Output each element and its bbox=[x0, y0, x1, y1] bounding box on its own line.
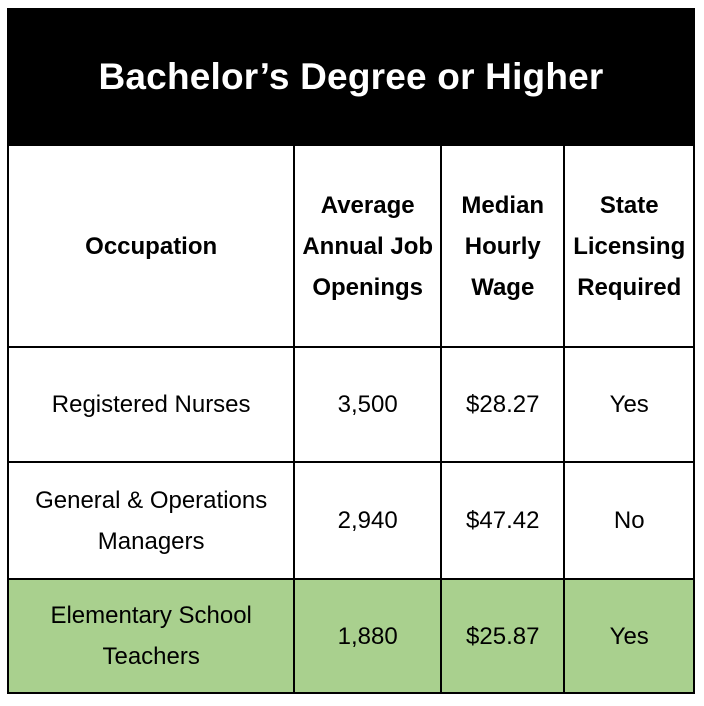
header-state-licensing-required: State Licensing Required bbox=[564, 145, 694, 347]
table-row bbox=[8, 347, 694, 462]
header-occupation: Occupation bbox=[8, 145, 294, 347]
header-median-hourly-wage: Median Hourly Wage bbox=[441, 145, 564, 347]
table-title: Bachelor’s Degree or Higher bbox=[8, 9, 694, 145]
header-average-annual-job-openings: Average Annual Job Openings bbox=[294, 145, 441, 347]
cell-openings: 2,940 bbox=[294, 462, 441, 579]
header-row bbox=[8, 145, 694, 347]
table-row bbox=[8, 462, 694, 579]
cell-openings: 1,880 bbox=[294, 579, 441, 693]
cell-wage: $25.87 bbox=[441, 579, 564, 693]
cell-licensing: No bbox=[564, 462, 694, 579]
cell-licensing: Yes bbox=[564, 579, 694, 693]
occupation-table bbox=[7, 8, 695, 694]
cell-wage: $28.27 bbox=[441, 347, 564, 462]
cell-occupation: General & Operations Managers bbox=[8, 462, 294, 579]
cell-occupation: Elementary School Teachers bbox=[8, 579, 294, 693]
cell-openings: 3,500 bbox=[294, 347, 441, 462]
occupation-table-container bbox=[7, 8, 695, 698]
cell-occupation: Registered Nurses bbox=[8, 347, 294, 462]
cell-wage: $47.42 bbox=[441, 462, 564, 579]
cell-licensing: Yes bbox=[564, 347, 694, 462]
table-row-highlighted bbox=[8, 579, 694, 693]
